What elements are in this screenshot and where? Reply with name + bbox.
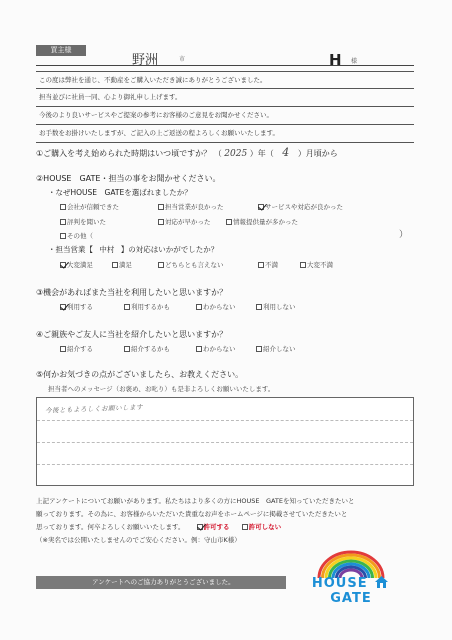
q1-month-label: ）月頃から	[297, 149, 338, 158]
q1-month-value[interactable]: 4	[282, 146, 290, 159]
q3-option[interactable]	[196, 302, 236, 311]
rating-option[interactable]	[60, 260, 93, 269]
intro-block	[36, 71, 414, 143]
option-label: 対応が早かった	[165, 218, 211, 226]
option-label: 利用するかも	[131, 303, 170, 311]
checkbox-icon	[256, 304, 262, 310]
reason-option[interactable]	[158, 202, 224, 211]
deny-option[interactable]	[242, 523, 282, 531]
honorific: 様	[351, 58, 358, 65]
option-label: 紹介しない	[263, 345, 296, 353]
q2-sub2-suffix: 】の対応はいかがでしたか？	[120, 245, 219, 254]
q2-sub2-prefix: ・担当営業【	[48, 245, 93, 254]
permission-line: 願っております。その為に、お客様からいただいた貴重なお声をホームページに掲載させていただきたいと	[36, 510, 348, 518]
checkbox-icon	[124, 304, 130, 310]
checkbox-icon	[158, 204, 164, 210]
option-label: わからない	[203, 303, 236, 311]
reason-option[interactable]	[158, 217, 211, 226]
rating-option[interactable]	[258, 260, 278, 269]
q1-section	[36, 146, 338, 159]
option-label: 会社が信頼できた	[67, 203, 119, 211]
reason-option-other[interactable]	[60, 231, 93, 240]
permission-note: （※実名では公開いたしませんのでご安心ください。例：守山市K様）	[36, 536, 241, 544]
q1-year-label: ）年（	[249, 149, 274, 158]
checkbox-icon	[60, 219, 66, 225]
house-gate-logo	[290, 546, 412, 606]
option-label: サービスや対応が良かった	[265, 203, 343, 211]
option-label: 情報提供量が多かった	[233, 218, 298, 226]
city-name: 野洲	[132, 53, 159, 68]
footer-thanks-bar: アンケートへのご協力ありがとうございました。	[36, 576, 286, 589]
q5-subtitle: 担当者へのメッセージ（お褒め、お叱り）も是非よろしくお願いいたします。	[48, 385, 275, 393]
checkbox-icon	[196, 304, 202, 310]
q2-sub2	[48, 244, 218, 255]
checkbox-checked-icon	[60, 304, 66, 310]
checkbox-icon	[158, 219, 164, 225]
checkbox-checked-icon	[60, 262, 66, 268]
allow-label: 許可する	[203, 523, 230, 531]
reason-option[interactable]	[60, 217, 106, 226]
rating-option[interactable]	[158, 260, 224, 269]
option-label: 大変不満	[307, 261, 333, 269]
checkbox-icon	[242, 524, 248, 530]
intro-line: お手数をお掛けいたしますが、ご記入の上ご返送の程よろしくお願いいたします。	[36, 125, 414, 143]
option-label: わからない	[203, 345, 236, 353]
logo-text-right: GATE	[330, 591, 372, 606]
intro-line: この度は弊社を通じ、不動産をご購入いただき誠にありがとうございました。	[36, 71, 414, 89]
q2-title: ②HOUSE GATE・担当の事をお聞かせください。	[36, 174, 221, 183]
reason-option[interactable]	[258, 202, 343, 211]
checkbox-icon	[226, 219, 232, 225]
checkbox-checked-icon	[258, 204, 264, 210]
checkbox-icon	[256, 346, 262, 352]
buyer-badge: 買主様	[36, 45, 86, 56]
permission-choice-line	[36, 522, 281, 531]
reason-option[interactable]	[226, 217, 298, 226]
option-label: その他（	[67, 232, 93, 240]
intro-line: 担当並びに社員一同、心より御礼申し上げます。	[36, 89, 414, 107]
checkbox-icon	[124, 346, 130, 352]
rating-option[interactable]	[112, 260, 132, 269]
q1-paren-open: （	[213, 149, 222, 158]
logo-text	[290, 576, 412, 606]
reason-option[interactable]	[60, 202, 119, 211]
q3-option[interactable]	[124, 302, 170, 311]
q4-title: ④ご親族やご友人に当社を紹介したいと思いますか？	[36, 330, 228, 339]
deny-label: 許可しない	[248, 523, 282, 531]
permission-line: 思っております。何卒よろしくお願いいたします。	[36, 523, 185, 531]
checkbox-icon	[112, 262, 118, 268]
header-divider	[36, 65, 414, 66]
comment-box[interactable]	[36, 397, 414, 486]
q4-option[interactable]	[124, 344, 170, 353]
house-icon	[375, 576, 388, 588]
checkbox-icon	[196, 346, 202, 352]
city-suffix: 市	[179, 56, 186, 63]
option-label: 利用する	[67, 303, 93, 311]
option-label: 担当営業が良かった	[165, 203, 224, 211]
option-label: 評判を聞いた	[67, 218, 106, 226]
allow-option[interactable]	[197, 523, 230, 531]
q5-title: ⑤何かお気づきの点がございましたら、お教えください。	[36, 370, 244, 379]
q3-option[interactable]	[60, 302, 93, 311]
q4-option[interactable]	[60, 344, 93, 353]
sales-rep-name: 中村	[99, 245, 115, 254]
checkbox-icon	[158, 262, 164, 268]
handwritten-comment: 今後ともよろしくお願いします	[44, 403, 144, 415]
q3-title: ③機会があればまた当社を利用したいと思いますか？	[36, 288, 228, 297]
q3-option[interactable]	[256, 302, 296, 311]
q4-option[interactable]	[256, 344, 296, 353]
q4-option[interactable]	[196, 344, 236, 353]
customer-name: H	[329, 51, 342, 69]
rainbow-icon	[290, 546, 412, 580]
option-label: どちらとも言えない	[165, 261, 224, 269]
rule-line	[37, 442, 413, 443]
q1-title: ①ご購入を考え始められた時期はいつ頃ですか？	[36, 149, 212, 158]
other-bracket-close: ）	[399, 230, 409, 240]
q2-sub1: ・なぜHOUSE GATEを選ばれましたか？	[48, 188, 192, 197]
checkbox-icon	[60, 233, 66, 239]
option-label: 利用しない	[263, 303, 296, 311]
checkbox-checked-icon	[197, 524, 203, 530]
logo-text-left: HOUSE	[311, 576, 368, 591]
intro-line: 今後のより良いサービスやご提案の参考にお客様のご意見をお聞かせください。	[36, 107, 414, 125]
rule-line	[37, 420, 413, 421]
permission-line: 上記アンケートについてお願いがあります。私たちはより多くの方にHOUSE GATEを知っていただきたいと	[36, 497, 355, 505]
rule-line	[37, 464, 413, 465]
option-label: 大変満足	[67, 261, 93, 269]
checkbox-icon	[60, 346, 66, 352]
checkbox-icon	[300, 262, 306, 268]
q1-year-value[interactable]: 2025	[224, 149, 248, 159]
option-label: 満足	[119, 261, 132, 269]
option-label: 不満	[265, 261, 278, 269]
checkbox-icon	[258, 262, 264, 268]
option-label: 紹介する	[67, 345, 93, 353]
option-label: 紹介するかも	[131, 345, 170, 353]
rating-option[interactable]	[300, 260, 333, 269]
checkbox-icon	[60, 204, 66, 210]
